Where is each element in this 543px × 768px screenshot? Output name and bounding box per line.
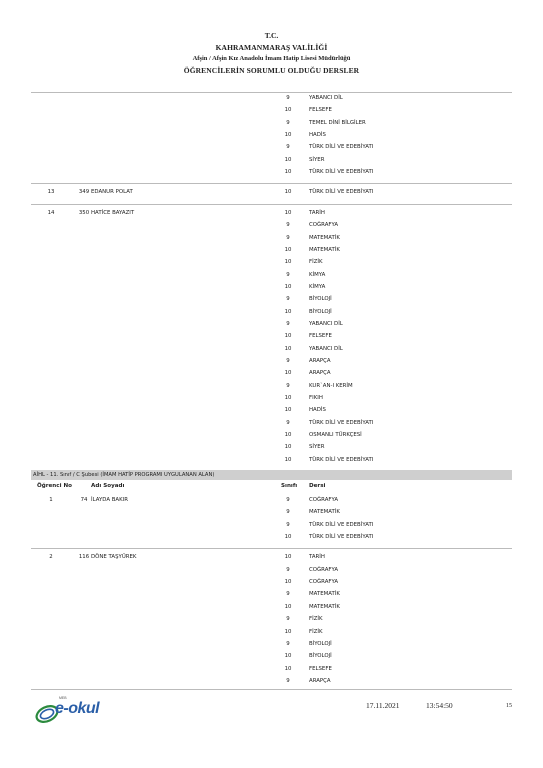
student-name: HATİCE BAYAZIT — [91, 209, 135, 216]
print-date: 17.11.2021 — [366, 701, 400, 710]
table-row — [31, 551, 512, 563]
lesson-class: 10 — [284, 132, 292, 139]
lesson-name: ARAPÇA — [309, 677, 331, 684]
lesson-class: 10 — [284, 283, 292, 290]
lesson-class: 10 — [284, 665, 292, 672]
lesson-name: FİZİK — [309, 259, 323, 266]
lesson-class: 10 — [284, 345, 292, 352]
table-row — [31, 367, 512, 379]
lesson-name: TARİH — [309, 554, 325, 561]
table-row — [31, 441, 512, 453]
lesson-name: MATEMATİK — [309, 234, 340, 241]
lesson-class: 9 — [286, 95, 290, 101]
lesson-name: FİZİK — [309, 628, 323, 635]
lesson-name: TARİH — [309, 209, 325, 216]
lesson-class: 10 — [284, 395, 292, 402]
lesson-class: 9 — [286, 640, 290, 647]
student-order: 14 — [47, 209, 55, 216]
table-row — [31, 244, 512, 256]
table-row — [31, 256, 512, 268]
lesson-class: 9 — [286, 234, 290, 241]
table-row — [31, 531, 512, 543]
lesson-name: HADİS — [309, 407, 326, 414]
lesson-class: 10 — [284, 189, 292, 196]
lesson-name: MATEMATİK — [309, 603, 340, 610]
lesson-class: 9 — [286, 497, 290, 503]
student-name: EDANUR POLAT — [91, 189, 133, 196]
lesson-name: COĞRAFYA — [309, 497, 339, 503]
lesson-class: 10 — [284, 432, 292, 439]
lesson-name: SİYER — [309, 444, 325, 451]
table-row — [31, 429, 512, 441]
student-name: DÖNE TAŞYÜREK — [91, 554, 137, 561]
col-lesson: Dersi — [309, 483, 326, 489]
table-row — [31, 219, 512, 231]
lesson-name: MATEMATİK — [309, 509, 340, 516]
lesson-name: MATEMATİK — [309, 246, 340, 253]
lesson-name: FELSEFE — [309, 665, 332, 672]
lesson-class: 10 — [284, 370, 292, 377]
header-title: ÖĞRENCİLERİN SORUMLU OLDUĞU DERSLER — [183, 66, 360, 75]
table-row — [31, 104, 512, 116]
student-order: 2 — [49, 554, 53, 561]
student-order: 1 — [49, 497, 53, 503]
table-row — [31, 675, 512, 687]
print-time: 13:54:50 — [426, 701, 453, 710]
table-row — [31, 232, 512, 244]
lesson-class: 9 — [286, 566, 290, 573]
lesson-class: 10 — [284, 579, 292, 586]
logo-meb-text: MEB — [59, 696, 67, 700]
lesson-name: BİYOLOJİ — [309, 640, 332, 647]
table-row — [31, 355, 512, 367]
lesson-class: 9 — [286, 358, 290, 364]
lesson-class: 10 — [284, 554, 292, 561]
table-row — [31, 166, 512, 178]
header-governorship: KAHRAMANMARAŞ VALİLİĞİ — [215, 43, 328, 52]
lesson-name: TÜRK DİLİ VE EDEBİYATI — [309, 456, 374, 463]
lesson-class: 9 — [286, 119, 290, 126]
lesson-class: 9 — [286, 509, 290, 516]
row-separator — [31, 689, 512, 690]
lesson-name: BİYOLOJİ — [309, 308, 332, 315]
table-row — [31, 343, 512, 355]
lesson-class: 10 — [284, 107, 292, 114]
lesson-name: COĞRAFYA — [309, 566, 339, 573]
table-row — [31, 638, 512, 650]
lesson-name: KUR`AN-I KERİM — [309, 382, 353, 389]
lesson-name: TÜRK DİLİ VE EDEBİYATI — [309, 144, 374, 151]
lesson-name: TÜRK DİLİ VE EDEBİYATI — [309, 521, 374, 528]
eokul-logo — [33, 696, 113, 728]
section-title: AİHL - 11. Sınıf / C Şubesi (İMAM HATİP PROGRAMI UYGULANAN ALAN) — [33, 472, 215, 478]
lesson-class: 9 — [286, 616, 290, 623]
header-tc: T.C. — [264, 31, 279, 40]
lesson-name: FIKIH — [309, 395, 323, 402]
lesson-name: YABANCI DİL — [309, 320, 343, 327]
lesson-name: FİZİK — [309, 616, 323, 623]
table-row — [31, 454, 512, 466]
table-row — [31, 281, 512, 293]
lesson-class: 10 — [284, 407, 292, 414]
table-row — [31, 519, 512, 531]
student-order: 13 — [47, 189, 55, 196]
table-row — [31, 404, 512, 416]
lesson-class: 9 — [286, 320, 290, 327]
table-row — [31, 306, 512, 318]
lesson-class: 10 — [284, 259, 292, 266]
lesson-class: 9 — [286, 222, 290, 229]
lesson-name: HADİS — [309, 132, 326, 139]
col-student-no: Öğrenci No — [37, 483, 72, 489]
student-number: 350 — [78, 209, 90, 216]
lesson-name: TÜRK DİLİ VE EDEBİYATI — [309, 534, 374, 541]
section-header-11c — [31, 470, 512, 480]
lesson-name: KİMYA — [309, 271, 326, 278]
lesson-name: FELSEFE — [309, 333, 332, 340]
lesson-name: COĞRAFYA — [309, 579, 339, 586]
lesson-class: 10 — [284, 156, 292, 163]
lesson-class: 9 — [286, 419, 290, 426]
lesson-class: 10 — [284, 456, 292, 463]
lesson-class: 10 — [284, 308, 292, 315]
logo-text: e-okul — [55, 700, 100, 717]
table-row — [31, 392, 512, 404]
lesson-name: OSMANLI TÜRKÇESİ — [309, 432, 362, 439]
table-row — [31, 293, 512, 305]
table-row — [31, 380, 512, 392]
table-row — [31, 330, 512, 342]
student-number: 74 — [80, 497, 88, 503]
table-row — [31, 186, 512, 198]
lesson-class: 10 — [284, 603, 292, 610]
col-class: Sınıfı — [281, 483, 298, 489]
column-headers — [31, 481, 512, 492]
table-row — [31, 207, 512, 219]
student-name: İLAYDA BAKIR — [91, 497, 128, 503]
lesson-name: FELSEFE — [309, 107, 332, 114]
lesson-name: COĞRAFYA — [309, 222, 339, 229]
lesson-class: 9 — [286, 591, 290, 598]
lesson-name: TÜRK DİLİ VE EDEBİYATI — [309, 419, 374, 426]
lesson-class: 9 — [286, 144, 290, 151]
table-row — [31, 576, 512, 588]
row-separator — [31, 204, 512, 205]
table-row — [31, 154, 512, 166]
lesson-class: 10 — [284, 628, 292, 635]
lesson-name: BİYOLOJİ — [309, 653, 332, 660]
student-number: 116 — [78, 554, 90, 561]
table-row — [31, 318, 512, 330]
lesson-class: 9 — [286, 271, 290, 278]
lesson-name: YABANCI DİL — [309, 95, 343, 101]
lesson-name: ARAPÇA — [309, 370, 331, 377]
table-row — [31, 588, 512, 600]
lesson-name: SİYER — [309, 156, 325, 163]
table-row — [31, 613, 512, 625]
lesson-class: 9 — [286, 296, 290, 303]
row-separator — [31, 548, 512, 549]
lesson-name: KİMYA — [309, 283, 326, 290]
lesson-class: 10 — [284, 534, 292, 541]
lesson-class: 10 — [284, 209, 292, 216]
lesson-class: 10 — [284, 333, 292, 340]
lesson-class: 10 — [284, 246, 292, 253]
table-row — [31, 626, 512, 638]
lesson-class: 9 — [286, 677, 290, 684]
table-row — [31, 92, 512, 104]
header-school: Afşin / Afşin Kız Anadolu İmam Hatip Lisesi Müdürlüğü — [192, 55, 351, 62]
table-row — [31, 650, 512, 662]
lesson-class: 10 — [284, 444, 292, 451]
table-row — [31, 141, 512, 153]
table-row — [31, 601, 512, 613]
lesson-class: 9 — [286, 521, 290, 528]
lesson-class: 10 — [284, 653, 292, 660]
lesson-name: BİYOLOJİ — [309, 296, 332, 303]
table-row — [31, 663, 512, 675]
lesson-name: TEMEL DİNİ BİLGİLER — [309, 119, 366, 126]
lesson-class: 9 — [286, 382, 290, 389]
lesson-name: ARAPÇA — [309, 358, 331, 364]
lesson-name: YABANCI DİL — [309, 345, 343, 352]
table-row — [31, 117, 512, 129]
lesson-class: 10 — [284, 169, 292, 176]
lesson-name: MATEMATİK — [309, 591, 340, 598]
page-number: 15 — [506, 703, 512, 709]
col-name: Adı Soyadı — [91, 483, 125, 489]
lesson-name: TÜRK DİLİ VE EDEBİYATI — [309, 189, 374, 196]
table-row — [31, 494, 512, 506]
table-row — [31, 506, 512, 518]
row-separator — [31, 183, 512, 184]
table-row — [31, 129, 512, 141]
table-row — [31, 417, 512, 429]
lesson-name: TÜRK DİLİ VE EDEBİYATI — [309, 169, 374, 176]
student-number: 349 — [78, 189, 90, 196]
table-row — [31, 564, 512, 576]
table-row — [31, 269, 512, 281]
